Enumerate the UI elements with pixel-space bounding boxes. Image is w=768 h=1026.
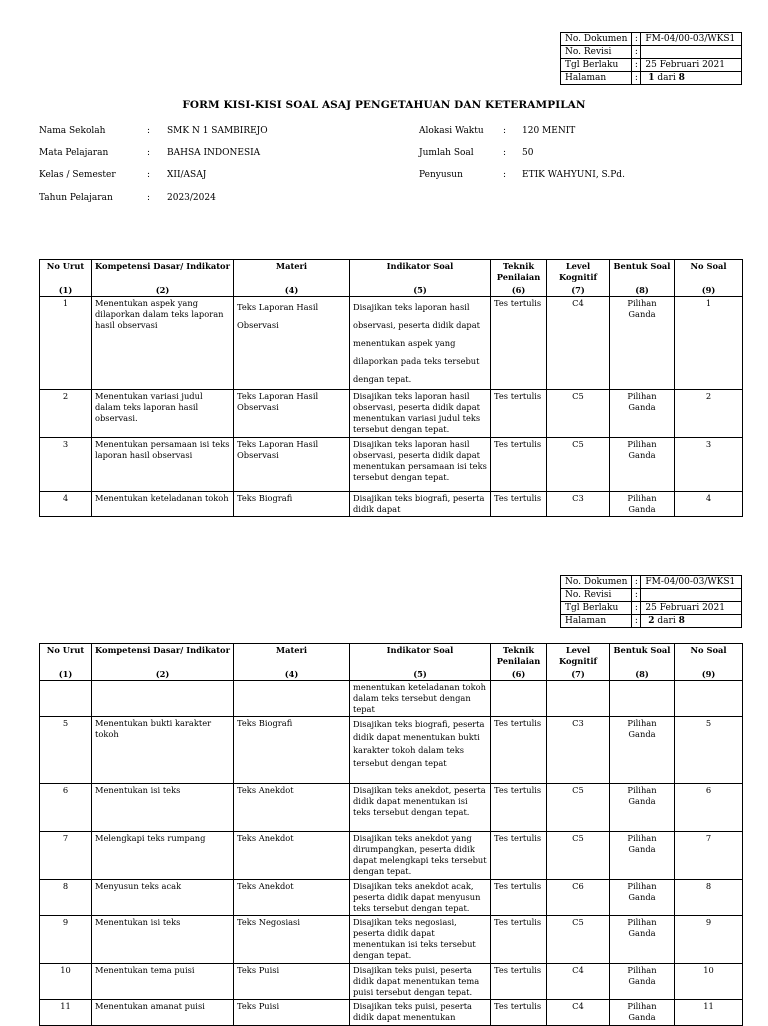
col-label: Teknik Penilaian bbox=[496, 261, 541, 282]
valid-date-value: 25 Februari 2021 bbox=[641, 602, 742, 615]
meta-sep: : bbox=[147, 148, 151, 158]
cell-no: 8 bbox=[40, 880, 92, 916]
table-row bbox=[40, 717, 743, 784]
cell-indikator: Disajikan teks anekdot yang dirumpangkan, peserta didik dapat melengkapi teks tersebut dengan tepat. bbox=[350, 832, 491, 880]
cell-teknik: Tes tertulis bbox=[491, 297, 547, 390]
cell-nosoal: 6 bbox=[675, 784, 743, 832]
col-label: No Soal bbox=[690, 261, 727, 271]
cell-teknik: Tes tertulis bbox=[491, 717, 547, 784]
revision-label: No. Revisi bbox=[561, 589, 632, 602]
table-row bbox=[40, 390, 743, 438]
meta-sep: : bbox=[503, 170, 507, 180]
meta-sep: : bbox=[147, 193, 151, 203]
cell-materi: Teks Laporan Hasil Observasi bbox=[234, 438, 350, 492]
col-num: (9) bbox=[701, 669, 716, 679]
doc-no-value: FM-04/00-03/WKS1 bbox=[641, 576, 742, 589]
cell-bentuk: Pilihan Ganda bbox=[610, 916, 675, 964]
cell-level: C6 bbox=[547, 880, 610, 916]
sep: : bbox=[632, 615, 641, 628]
meta-label: Penyusun bbox=[419, 170, 463, 180]
col-label: Indikator Soal bbox=[386, 645, 454, 655]
col-label: Bentuk Soal bbox=[613, 645, 671, 655]
cell-materi: Teks Biografi bbox=[234, 717, 350, 784]
cell-level: C5 bbox=[547, 390, 610, 438]
cell-no bbox=[40, 681, 92, 717]
cell-materi: Teks Laporan Hasil Observasi bbox=[234, 390, 350, 438]
cell-bentuk: Pilihan Ganda bbox=[610, 832, 675, 880]
col-no-urut bbox=[40, 644, 92, 681]
cell-bentuk: Pilihan Ganda bbox=[610, 297, 675, 390]
col-no-soal bbox=[675, 644, 743, 681]
form-title: FORM KISI-KISI SOAL ASAJ PENGETAHUAN DAN KETERAMPILAN bbox=[182, 99, 586, 111]
cell-kd bbox=[92, 681, 234, 717]
col-label: Kompetensi Dasar/ Indikator bbox=[95, 645, 230, 655]
cell-materi: Teks Puisi bbox=[234, 1000, 350, 1026]
col-num: (6) bbox=[511, 285, 526, 295]
cell-materi: Teks Anekdot bbox=[234, 832, 350, 880]
cell-kd: Menyusun teks acak bbox=[92, 880, 234, 916]
doc-no-label: No. Dokumen bbox=[561, 576, 632, 589]
col-label: Materi bbox=[275, 261, 308, 271]
cell-nosoal: 1 bbox=[675, 297, 743, 390]
sep: : bbox=[632, 576, 641, 589]
cell-no: 2 bbox=[40, 390, 92, 438]
meta-sep: : bbox=[503, 126, 507, 136]
cell-indikator: Disajikan teks anekdot acak, peserta didik dapat menyusun teks tersebut dengan tepat. bbox=[350, 880, 491, 916]
cell-teknik: Tes tertulis bbox=[491, 784, 547, 832]
col-num: (2) bbox=[155, 285, 170, 295]
col-level bbox=[547, 644, 610, 681]
cell-bentuk: Pilihan Ganda bbox=[610, 438, 675, 492]
cell-level: C4 bbox=[547, 1000, 610, 1026]
col-num: (1) bbox=[58, 669, 73, 679]
page-number: 1 bbox=[648, 73, 655, 83]
meta-label: Nama Sekolah bbox=[39, 126, 106, 136]
col-label: Materi bbox=[275, 645, 308, 655]
cell-kd: Menentukan isi teks bbox=[92, 784, 234, 832]
cell-teknik: Tes tertulis bbox=[491, 964, 547, 1000]
page-total: 8 bbox=[678, 73, 685, 83]
col-level bbox=[547, 260, 610, 297]
cell-bentuk: Pilihan Ganda bbox=[610, 964, 675, 1000]
col-num: (7) bbox=[571, 285, 585, 295]
col-num: (5) bbox=[413, 285, 427, 295]
col-teknik bbox=[491, 260, 547, 297]
col-num: (8) bbox=[635, 285, 649, 295]
table-row bbox=[40, 916, 743, 964]
cell-bentuk: Pilihan Ganda bbox=[610, 784, 675, 832]
cell-nosoal bbox=[675, 681, 743, 717]
cell-bentuk: Pilihan Ganda bbox=[610, 717, 675, 784]
valid-date-label: Tgl Berlaku bbox=[561, 59, 632, 72]
meta-label: Alokasi Waktu bbox=[419, 126, 484, 136]
cell-level: C4 bbox=[547, 964, 610, 1000]
meta-value: 50 bbox=[522, 148, 534, 158]
cell-nosoal: 7 bbox=[675, 832, 743, 880]
col-kompetensi bbox=[92, 260, 234, 297]
meta-sep: : bbox=[147, 126, 151, 136]
col-label: Teknik Penilaian bbox=[496, 645, 541, 666]
cell-teknik: Tes tertulis bbox=[491, 1000, 547, 1026]
cell-bentuk: Pilihan Ganda bbox=[610, 1000, 675, 1026]
page-of: dari bbox=[657, 616, 676, 626]
cell-no: 3 bbox=[40, 438, 92, 492]
cell-no: 5 bbox=[40, 717, 92, 784]
table-row bbox=[40, 832, 743, 880]
cell-materi: Teks Laporan Hasil Observasi bbox=[234, 297, 350, 390]
kisi-table-page1 bbox=[39, 259, 743, 517]
cell-nosoal: 2 bbox=[675, 390, 743, 438]
cell-kd: Menentukan variasi judul dalam teks laporan hasil observasi. bbox=[92, 390, 234, 438]
doc-info-page2 bbox=[560, 575, 742, 628]
col-num: (6) bbox=[511, 669, 526, 679]
page-value bbox=[641, 615, 742, 628]
col-num: (5) bbox=[413, 669, 427, 679]
sep: : bbox=[632, 59, 641, 72]
cell-teknik bbox=[491, 681, 547, 717]
cell-nosoal: 8 bbox=[675, 880, 743, 916]
meta-value: BAHSA INDONESIA bbox=[167, 148, 261, 158]
col-num: (9) bbox=[701, 285, 716, 295]
cell-nosoal: 4 bbox=[675, 492, 743, 517]
table-row bbox=[40, 681, 743, 717]
cell-nosoal: 10 bbox=[675, 964, 743, 1000]
cell-level: C5 bbox=[547, 784, 610, 832]
col-indikator-soal bbox=[350, 644, 491, 681]
cell-bentuk: Pilihan Ganda bbox=[610, 880, 675, 916]
col-bentuk bbox=[610, 644, 675, 681]
cell-level: C3 bbox=[547, 717, 610, 784]
sep: : bbox=[632, 589, 641, 602]
cell-indikator: Disajikan teks puisi, peserta didik dapat menentukan bbox=[350, 1000, 491, 1026]
sep: : bbox=[632, 33, 641, 46]
cell-no: 9 bbox=[40, 916, 92, 964]
cell-indikator: menentukan keteladanan tokoh dalam teks tersebut dengan tepat bbox=[350, 681, 491, 717]
meta-value: 2023/2024 bbox=[167, 193, 216, 203]
col-label: No Urut bbox=[46, 645, 85, 655]
revision-value bbox=[641, 46, 742, 59]
cell-teknik: Tes tertulis bbox=[491, 832, 547, 880]
cell-nosoal: 11 bbox=[675, 1000, 743, 1026]
cell-bentuk: Pilihan Ganda bbox=[610, 492, 675, 517]
cell-indikator: Disajikan teks anekdot, peserta didik dapat menentukan isi teks tersebut dengan tepat. bbox=[350, 784, 491, 832]
cell-kd: Melengkapi teks rumpang bbox=[92, 832, 234, 880]
meta-value: ETIK WAHYUNI, S.Pd. bbox=[522, 170, 625, 180]
cell-kd: Menentukan tema puisi bbox=[92, 964, 234, 1000]
sep: : bbox=[632, 72, 641, 85]
table-row bbox=[40, 964, 743, 1000]
col-label: No Urut bbox=[46, 261, 85, 271]
cell-nosoal: 9 bbox=[675, 916, 743, 964]
cell-no: 10 bbox=[40, 964, 92, 1000]
col-num: (2) bbox=[155, 669, 170, 679]
col-label: Level Kognitif bbox=[558, 261, 598, 282]
col-num: (8) bbox=[635, 669, 649, 679]
cell-teknik: Tes tertulis bbox=[491, 916, 547, 964]
table-row bbox=[40, 784, 743, 832]
cell-materi: Teks Negosiasi bbox=[234, 916, 350, 964]
page-value bbox=[641, 72, 742, 85]
page-total: 8 bbox=[678, 616, 685, 626]
cell-indikator: Disajikan teks puisi, peserta didik dapat menentukan tema puisi tersebut dengan tepat. bbox=[350, 964, 491, 1000]
cell-kd: Menentukan aspek yang dilaporkan dalam teks laporan hasil observasi bbox=[92, 297, 234, 390]
meta-label: Kelas / Semester bbox=[39, 170, 116, 180]
cell-no: 6 bbox=[40, 784, 92, 832]
cell-nosoal: 5 bbox=[675, 717, 743, 784]
meta-label: Mata Pelajaran bbox=[39, 148, 109, 158]
doc-no-label: No. Dokumen bbox=[561, 33, 632, 46]
meta-label: Jumlah Soal bbox=[419, 148, 474, 158]
cell-level: C4 bbox=[547, 297, 610, 390]
cell-no: 1 bbox=[40, 297, 92, 390]
cell-indikator: Disajikan teks laporan hasil observasi, peserta didik dapat menentukan persamaan isi teks tersebut dengan tepat. bbox=[350, 438, 491, 492]
cell-materi: Teks Biografi bbox=[234, 492, 350, 517]
cell-level: C5 bbox=[547, 916, 610, 964]
cell-materi: Teks Puisi bbox=[234, 964, 350, 1000]
cell-kd: Menentukan amanat puisi bbox=[92, 1000, 234, 1026]
sep: : bbox=[632, 602, 641, 615]
valid-date-label: Tgl Berlaku bbox=[561, 602, 632, 615]
col-bentuk bbox=[610, 260, 675, 297]
meta-value: 120 MENIT bbox=[522, 126, 576, 136]
table-row bbox=[40, 492, 743, 517]
cell-materi: Teks Anekdot bbox=[234, 784, 350, 832]
col-materi bbox=[234, 644, 350, 681]
cell-kd: Menentukan bukti karakter tokoh bbox=[92, 717, 234, 784]
meta-sep: : bbox=[147, 170, 151, 180]
col-num: (4) bbox=[284, 285, 299, 295]
col-kompetensi bbox=[92, 644, 234, 681]
table-header-row bbox=[40, 644, 743, 681]
col-label: Level Kognitif bbox=[558, 645, 598, 666]
cell-level bbox=[547, 681, 610, 717]
col-teknik bbox=[491, 644, 547, 681]
table-row bbox=[40, 297, 743, 390]
cell-materi bbox=[234, 681, 350, 717]
page-number: 2 bbox=[648, 616, 655, 626]
col-label: Indikator Soal bbox=[386, 261, 454, 271]
table-row bbox=[40, 1000, 743, 1026]
doc-no-value: FM-04/00-03/WKS1 bbox=[641, 33, 742, 46]
valid-date-value: 25 Februari 2021 bbox=[641, 59, 742, 72]
col-materi bbox=[234, 260, 350, 297]
cell-kd: Menentukan keteladanan tokoh bbox=[92, 492, 234, 517]
cell-materi: Teks Anekdot bbox=[234, 880, 350, 916]
revision-label: No. Revisi bbox=[561, 46, 632, 59]
cell-level: C3 bbox=[547, 492, 610, 517]
page-of: dari bbox=[657, 73, 676, 83]
revision-value bbox=[641, 589, 742, 602]
cell-indikator: Disajikan teks negosiasi, peserta didik dapat menentukan isi teks tersebut dengan tepat. bbox=[350, 916, 491, 964]
cell-teknik: Tes tertulis bbox=[491, 492, 547, 517]
cell-teknik: Tes tertulis bbox=[491, 438, 547, 492]
cell-teknik: Tes tertulis bbox=[491, 390, 547, 438]
kisi-table-page2 bbox=[39, 643, 743, 1026]
cell-indikator: Disajikan teks biografi, peserta didik dapat bbox=[350, 492, 491, 517]
meta-sep: : bbox=[503, 148, 507, 158]
sep: : bbox=[632, 46, 641, 59]
col-label: Bentuk Soal bbox=[613, 261, 671, 271]
col-no-urut bbox=[40, 260, 92, 297]
cell-indikator: Disajikan teks laporan hasil observasi, peserta didik dapat menentukan variasi judul teks tersebut dengan tepat. bbox=[350, 390, 491, 438]
col-label: No Soal bbox=[690, 645, 727, 655]
table-row bbox=[40, 880, 743, 916]
page-label: Halaman bbox=[561, 615, 632, 628]
cell-nosoal: 3 bbox=[675, 438, 743, 492]
col-num: (4) bbox=[284, 669, 299, 679]
cell-teknik: Tes tertulis bbox=[491, 880, 547, 916]
cell-level: C5 bbox=[547, 832, 610, 880]
cell-no: 11 bbox=[40, 1000, 92, 1026]
page-label: Halaman bbox=[561, 72, 632, 85]
cell-no: 7 bbox=[40, 832, 92, 880]
cell-kd: Menentukan isi teks bbox=[92, 916, 234, 964]
col-indikator-soal bbox=[350, 260, 491, 297]
cell-indikator: Disajikan teks biografi, peserta didik dapat menentukan bukti karakter tokoh dalam teks tersebut dengan tepat bbox=[350, 717, 491, 784]
col-no-soal bbox=[675, 260, 743, 297]
cell-no: 4 bbox=[40, 492, 92, 517]
cell-bentuk: Pilihan Ganda bbox=[610, 390, 675, 438]
meta-label: Tahun Pelajaran bbox=[39, 193, 113, 203]
col-num: (7) bbox=[571, 669, 585, 679]
cell-kd: Menentukan persamaan isi teks laporan hasil observasi bbox=[92, 438, 234, 492]
cell-level: C5 bbox=[547, 438, 610, 492]
meta-value: XII/ASAJ bbox=[167, 170, 207, 180]
cell-indikator: Disajikan teks laporan hasil observasi, peserta didik dapat menentukan aspek yang dilaporkan pada teks tersebut dengan tepat. bbox=[350, 297, 491, 390]
table-header-row bbox=[40, 260, 743, 297]
cell-bentuk bbox=[610, 681, 675, 717]
col-num: (1) bbox=[58, 285, 73, 295]
col-label: Kompetensi Dasar/ Indikator bbox=[95, 261, 230, 271]
table-row bbox=[40, 438, 743, 492]
doc-info-page1 bbox=[560, 32, 742, 85]
meta-value: SMK N 1 SAMBIREJO bbox=[167, 126, 268, 136]
